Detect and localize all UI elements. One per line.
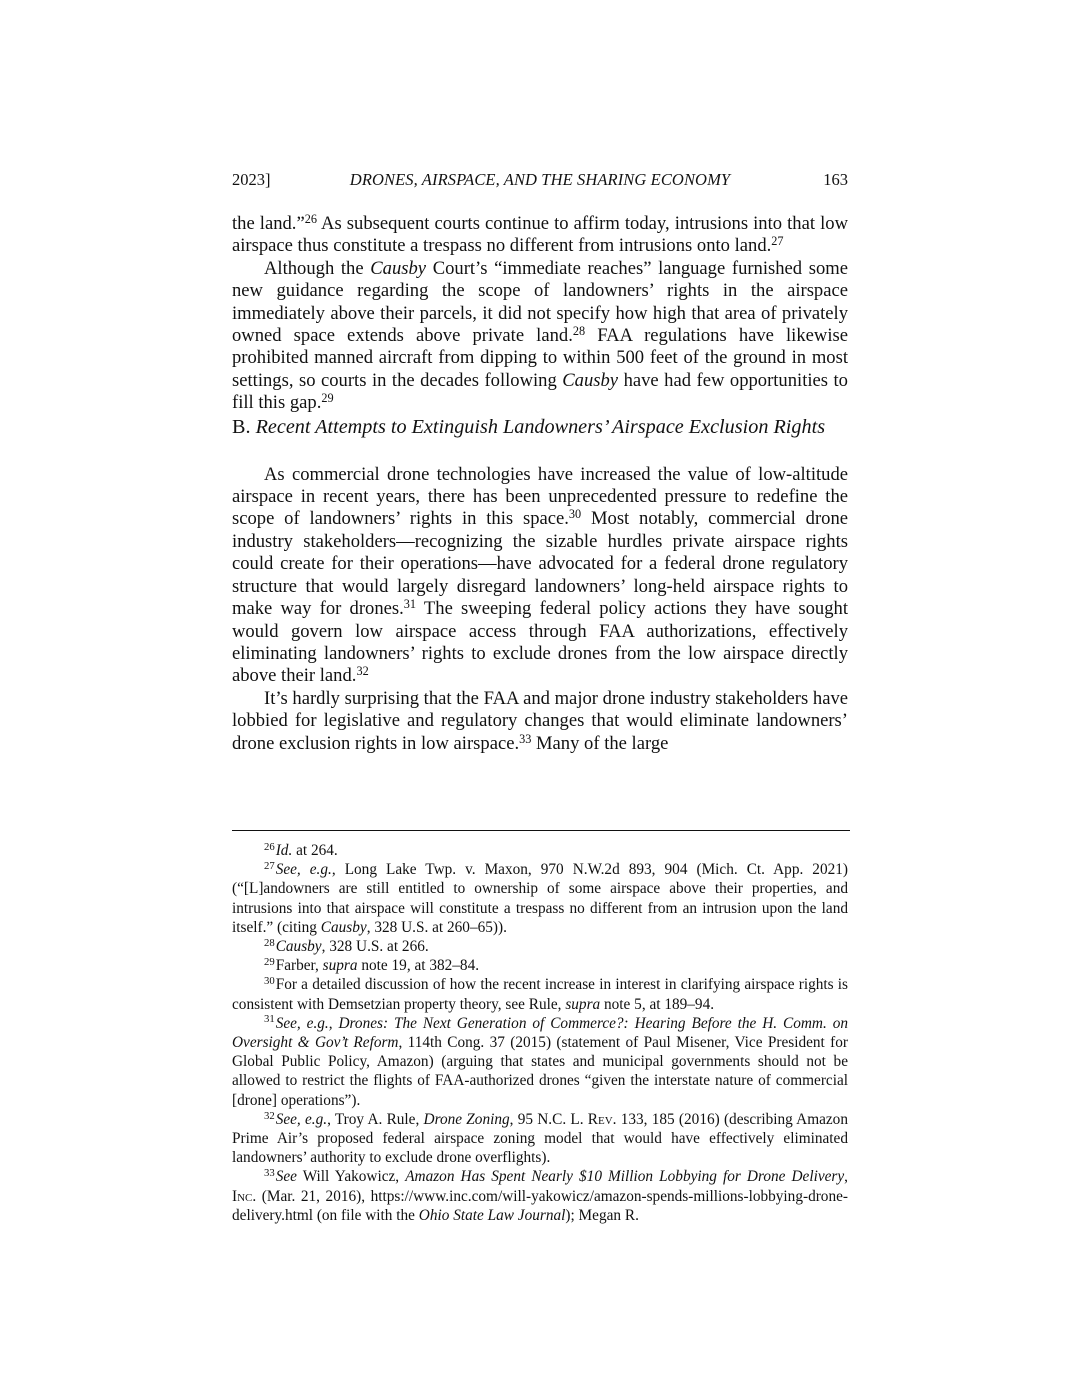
footnote-31: $^{31}$See, e.g., Drones: The Next Generation of Commerce?: Hearing Before the H. Comm. on Oversight & Gov’t Reform, 114th Cong. 37 (2015) (statement of Paul Misener, Vice President for Global Public Policy, Amazon) (arguing that states and municipal governments should not be allowed to restrict the flights of FAA-authorized drones “given the interstate nature of commercial [drone] operations”). <box>232 1013 848 1109</box>
page-number: 163 <box>823 170 848 189</box>
footnote-ref-26[interactable]: 26 <box>304 211 317 226</box>
footnote-ref-28[interactable]: 28 <box>572 323 586 338</box>
footnote-ref-33[interactable]: 33 <box>519 731 532 746</box>
footnote-33: $^{33}$See Will Yakowicz, Amazon Has Spent Nearly $10 Million Lobbying for Drone Delivery, Inc. (Mar. 21, 2016), https://www.inc.com/will-yakowicz/amazon-spends-millions-lobbying-drone-delivery.html (on file with the Ohio State Law Journal); Megan R. <box>232 1167 848 1224</box>
footnote-32: $^{32}$See, e.g., Troy A. Rule, Drone Zoning, 95 N.C. L. Rev. 133, 185 (2016) (describing Amazon Prime Air’s proposed federal airspace zoning model that would have effectively eliminated landowners’ authority to exclude drone overflights). <box>232 1109 848 1167</box>
footnote-ref-29[interactable]: 29 <box>321 391 334 406</box>
header-year: 2023] <box>232 170 271 189</box>
section-heading: B. Recent Attempts to Extinguish Landowners’ Airspace Exclusion Rights <box>232 415 826 438</box>
footnote-29: $^{29}$Farber, supra note 19, at 382–84. <box>264 955 480 975</box>
footnote-30: $^{30}$For a detailed discussion of how the recent increase in interest in clarifying airspace rights is consistent with Demsetzian property theory, see Rule, supra note 5, at 189–94. <box>232 975 848 1013</box>
paragraph-3: As commercial drone technologies have increased the value of low-altitude airspace in recent years, there has been unprecedented pressure to redefine the scope of landowners’ rights in this space.$^{30}$ Most notably, commercial drone industry stakeholders—recognizing the sizable hurdles private airspace rights could create for their operations—have advocated for a federal drone regulatory structure that would largely disregard landowners’ long-held airspace rights to make way for drones.$^{31}$ The sweeping federal policy actions they have sought would govern low airspace access through FAA authorizations, effectively eliminating landowners’ rights to exclude drones from the low airspace directly above their land.$^{32}$ <box>232 463 848 687</box>
header-running-title: DRONES, AIRSPACE, AND THE SHARING ECONOMY <box>349 170 731 189</box>
footnote-divider <box>232 830 850 831</box>
paragraph-1: the land.”$^{26}$ As subsequent courts continue to affirm today, intrusions into that low airspace thus constitute a trespass no different from intrusions onto land.$^{27}$ <box>232 211 848 257</box>
paragraph-4: It’s hardly surprising that the FAA and major drone industry stakeholders have lobbied for legislative and regulatory changes that would eliminate landowners’ drone exclusion rights in low airspace.$^{33}$ Many of the large <box>232 687 848 754</box>
footnote-ref-32[interactable]: 32 <box>356 664 369 679</box>
paragraph-2: Although the Causby Court’s “immediate reaches” language furnished some new guidance regarding the scope of landowners’ rights in the airspace immediately above their parcels, it did not specify how high that area of privately owned space extends above private land.$^{28}$ FAA regulations have likewise prohibited manned aircraft from dipping to within 500 feet of the ground in most settings, so courts in the decades following Causby have had few opportunities to fill this gap.$^{29}$ <box>232 257 848 414</box>
footnote-28: $^{28}$Causby, 328 U.S. at 266. <box>264 936 429 956</box>
footnote-ref-30[interactable]: 30 <box>568 507 582 522</box>
body-text <box>232 213 848 755</box>
footnote-33-url-text: (Mar. 21, 2016), https://www.inc.com/will-yakowicz/amazon-spends-millions-lobbying-drone-delivery.html (on file with the <box>232 1187 848 1224</box>
footnote-ref-27[interactable]: 27 <box>771 234 784 249</box>
footnotes <box>232 841 848 1225</box>
footnote-ref-31[interactable]: 31 <box>403 596 417 611</box>
footnote-27: $^{27}$See, e.g., Long Lake Twp. v. Maxon, 970 N.W.2d 893, 904 (Mich. Ct. App. 2021) (“[L]andowners are still entitled to ownership of some airspace above their properties, and intrusions into that airspace will constitute a trespass no different from an intrusion upon the land itself.” (citing Causby, 328 U.S. at 260–65)). <box>232 859 848 936</box>
footnote-26: $^{26}$Id. at 264. <box>264 840 338 859</box>
